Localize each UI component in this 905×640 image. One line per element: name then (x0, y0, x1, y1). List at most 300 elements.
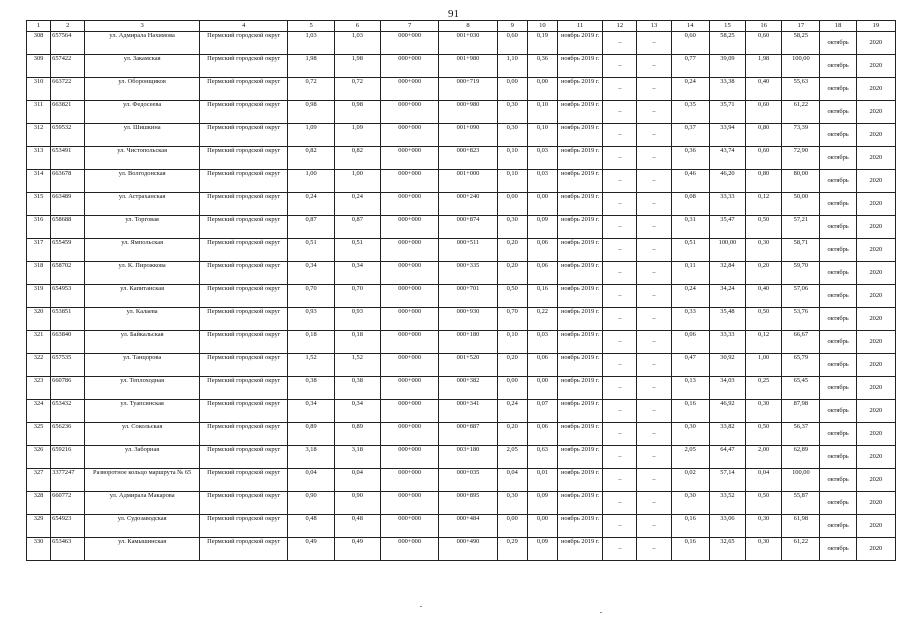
table-cell: 330 (27, 538, 51, 561)
table-cell: Пермский городской округ (199, 55, 288, 78)
table-cell: Пермский городской округ (199, 262, 288, 285)
table-cell: 73,39 (782, 124, 820, 147)
table-cell: 46,92 (709, 400, 745, 423)
table-cell: 0,51 (671, 239, 709, 262)
table-cell: 0,50 (497, 285, 527, 308)
table-cell: ул. Торговая (85, 216, 200, 239)
table-cell: ноябрь 2019 г. (558, 492, 603, 515)
table-cell: 0,72 (334, 78, 380, 101)
table-cell: 000+000 (381, 147, 439, 170)
table-cell: октябрь (820, 193, 856, 216)
table-cell: ул. Адмирала Макарова (85, 492, 200, 515)
table-cell: 0,13 (671, 377, 709, 400)
table-cell: 660772 (51, 492, 85, 515)
table-cell: 658688 (51, 216, 85, 239)
column-header: 3 (85, 21, 200, 32)
table-cell: 0,48 (334, 515, 380, 538)
table-cell: 0,70 (288, 285, 334, 308)
table-cell: 0,00 (497, 515, 527, 538)
table-cell: 309 (27, 55, 51, 78)
table-cell: Разворотное кольцо маршрута № 65 (85, 469, 200, 492)
table-cell: 43,74 (709, 147, 745, 170)
table-row (27, 55, 896, 78)
table-cell: – (637, 446, 671, 469)
table-cell: – (603, 308, 637, 331)
table-cell: 000+000 (381, 124, 439, 147)
table-cell: 0,50 (746, 308, 782, 331)
table-cell: Пермский городской округ (199, 124, 288, 147)
table-cell: 0,16 (527, 285, 557, 308)
table-cell: 0,03 (527, 331, 557, 354)
table-cell: 0,30 (746, 538, 782, 561)
table-cell: ул. Закамская (85, 55, 200, 78)
table-row (27, 170, 896, 193)
table-cell: 0,20 (497, 423, 527, 446)
table-cell: 0,30 (746, 515, 782, 538)
table-cell: – (603, 78, 637, 101)
table-cell: 50,00 (782, 193, 820, 216)
table-cell: – (637, 423, 671, 446)
table-cell: октябрь (820, 515, 856, 538)
table-cell: 0,80 (746, 124, 782, 147)
table-cell: – (637, 147, 671, 170)
table-cell: 0,07 (527, 400, 557, 423)
table-cell: 656236 (51, 423, 85, 446)
table-cell: 308 (27, 32, 51, 55)
table-cell: 000+000 (381, 32, 439, 55)
table-cell: 32,65 (709, 538, 745, 561)
table-cell: Пермский городской округ (199, 32, 288, 55)
table-cell: – (603, 423, 637, 446)
table-cell: 000+484 (439, 515, 497, 538)
table-cell: 2,05 (497, 446, 527, 469)
table-cell: 0,24 (334, 193, 380, 216)
table-cell: 0,30 (497, 492, 527, 515)
column-header: 7 (381, 21, 439, 32)
table-cell: 0,01 (527, 469, 557, 492)
table-cell: ул. Байкальская (85, 331, 200, 354)
table-cell: 0,46 (671, 170, 709, 193)
table-cell: – (637, 354, 671, 377)
table-row (27, 469, 896, 492)
table-cell: 2020 (856, 170, 895, 193)
table-cell: 0,93 (334, 308, 380, 331)
table-cell: 0,34 (288, 400, 334, 423)
table-cell: 659216 (51, 446, 85, 469)
table-cell: 2020 (856, 515, 895, 538)
table-cell: 318 (27, 262, 51, 285)
table-cell: октябрь (820, 170, 856, 193)
table-cell: 2020 (856, 124, 895, 147)
table-cell: – (637, 538, 671, 561)
table-cell: 654923 (51, 515, 85, 538)
table-cell: Пермский городской округ (199, 285, 288, 308)
table-cell: 33,06 (709, 515, 745, 538)
table-cell: 2020 (856, 285, 895, 308)
table-cell: 000+000 (381, 101, 439, 124)
table-cell: Пермский городской округ (199, 469, 288, 492)
table-cell: 0,48 (288, 515, 334, 538)
table-cell: 0,06 (527, 354, 557, 377)
table-cell: 0,20 (497, 239, 527, 262)
table-cell: 000+382 (439, 377, 497, 400)
table-cell: 0,08 (671, 193, 709, 216)
table-cell: 2020 (856, 101, 895, 124)
table-cell: 0,10 (497, 170, 527, 193)
table-cell: 2020 (856, 469, 895, 492)
table-cell: 100,00 (782, 55, 820, 78)
table-cell: ноябрь 2019 г. (558, 170, 603, 193)
table-cell: – (603, 400, 637, 423)
table-cell: ул. Адмирала Нахимова (85, 32, 200, 55)
table-cell: октябрь (820, 124, 856, 147)
table-cell: 33,33 (709, 193, 745, 216)
table-row (27, 423, 896, 446)
table-cell: ноябрь 2019 г. (558, 285, 603, 308)
table-cell: 001+000 (439, 170, 497, 193)
table-cell: Пермский городской округ (199, 216, 288, 239)
table-cell: – (603, 170, 637, 193)
table-cell: 001+090 (439, 124, 497, 147)
table-cell: – (637, 170, 671, 193)
column-header: 8 (439, 21, 497, 32)
table-cell: ноябрь 2019 г. (558, 78, 603, 101)
table-cell: 0,60 (497, 32, 527, 55)
table-cell: 0,20 (497, 354, 527, 377)
table-cell: 2020 (856, 78, 895, 101)
table-cell: 000+000 (381, 400, 439, 423)
table-cell: Пермский городской округ (199, 400, 288, 423)
table-cell: 655459 (51, 239, 85, 262)
table-cell: 0,87 (288, 216, 334, 239)
table-cell: – (637, 469, 671, 492)
table-cell: 33,94 (709, 124, 745, 147)
table-cell: октябрь (820, 285, 856, 308)
table-row (27, 515, 896, 538)
table-cell: 325 (27, 423, 51, 446)
table-cell: Пермский городской округ (199, 147, 288, 170)
table-cell: 46,20 (709, 170, 745, 193)
table-cell: 2020 (856, 262, 895, 285)
table-cell: 72,90 (782, 147, 820, 170)
table-cell: 0,38 (334, 377, 380, 400)
table-cell: 0,30 (671, 492, 709, 515)
table-cell: 0,00 (527, 78, 557, 101)
table-cell: ул. Теплоходная (85, 377, 200, 400)
table-cell: 000+000 (381, 262, 439, 285)
table-cell: 317 (27, 239, 51, 262)
table-cell: 0,19 (527, 32, 557, 55)
table-cell: октябрь (820, 308, 856, 331)
column-header: 10 (527, 21, 557, 32)
table-cell: 001+030 (439, 32, 497, 55)
table-cell: Пермский городской округ (199, 239, 288, 262)
table-cell: 000+000 (381, 216, 439, 239)
table-cell: 314 (27, 170, 51, 193)
table-cell: 0,06 (527, 423, 557, 446)
table-row (27, 124, 896, 147)
table-cell: ул. Сокольская (85, 423, 200, 446)
table-cell: 654953 (51, 285, 85, 308)
table-cell: 000+000 (381, 492, 439, 515)
table-cell: 310 (27, 78, 51, 101)
table-cell: 0,34 (288, 262, 334, 285)
table-cell: – (637, 331, 671, 354)
table-cell: октябрь (820, 216, 856, 239)
table-cell: 663840 (51, 331, 85, 354)
table-cell: 000+874 (439, 216, 497, 239)
table-cell: Пермский городской округ (199, 331, 288, 354)
table-cell: 0,30 (497, 216, 527, 239)
table-cell: 0,09 (527, 216, 557, 239)
table-cell: ноябрь 2019 г. (558, 331, 603, 354)
table-cell: 653851 (51, 308, 85, 331)
table-cell: 0,51 (288, 239, 334, 262)
column-header: 1 (27, 21, 51, 32)
table-cell: 65,45 (782, 377, 820, 400)
table-cell: 0,49 (334, 538, 380, 561)
table-cell: 323 (27, 377, 51, 400)
table-cell: 663678 (51, 170, 85, 193)
table-cell: 328 (27, 492, 51, 515)
table-cell: ул. Туапсинская (85, 400, 200, 423)
table-cell: – (603, 193, 637, 216)
table-cell: Пермский городской округ (199, 446, 288, 469)
table-cell: 2020 (856, 400, 895, 423)
table-cell: октябрь (820, 331, 856, 354)
table-cell: 0,24 (497, 400, 527, 423)
table-cell: 000+335 (439, 262, 497, 285)
table-cell: 2020 (856, 147, 895, 170)
table-cell: 2,05 (671, 446, 709, 469)
table-cell: 58,25 (782, 32, 820, 55)
table-cell: 0,87 (334, 216, 380, 239)
table-cell: 2020 (856, 239, 895, 262)
table-cell: – (603, 124, 637, 147)
table-cell: ноябрь 2019 г. (558, 147, 603, 170)
table-cell: октябрь (820, 262, 856, 285)
table-cell: ноябрь 2019 г. (558, 216, 603, 239)
table-cell: 000+000 (381, 446, 439, 469)
table-cell: 0,70 (334, 285, 380, 308)
table-cell: 0,47 (671, 354, 709, 377)
table-cell: 2020 (856, 193, 895, 216)
table-cell: ноябрь 2019 г. (558, 538, 603, 561)
table-cell: 1,52 (334, 354, 380, 377)
table-cell: октябрь (820, 147, 856, 170)
table-cell: 003+180 (439, 446, 497, 469)
table-cell: – (637, 377, 671, 400)
table-cell: 0,16 (671, 515, 709, 538)
table-cell: 2020 (856, 538, 895, 561)
table-row (27, 354, 896, 377)
table-cell: 80,00 (782, 170, 820, 193)
table-cell: 000+701 (439, 285, 497, 308)
table-cell: ноябрь 2019 г. (558, 239, 603, 262)
table-cell: 0,10 (527, 101, 557, 124)
column-header: 6 (334, 21, 380, 32)
table-cell: – (637, 55, 671, 78)
table-cell: 57,14 (709, 469, 745, 492)
table-cell: 1,98 (288, 55, 334, 78)
table-cell: 000+000 (381, 469, 439, 492)
table-cell: 39,09 (709, 55, 745, 78)
table-cell: – (637, 239, 671, 262)
table-row (27, 32, 896, 55)
table-cell: – (637, 193, 671, 216)
table-cell: 2,00 (746, 446, 782, 469)
table-cell: 000+000 (381, 285, 439, 308)
table-cell: 0,12 (746, 331, 782, 354)
table-cell: Пермский городской округ (199, 193, 288, 216)
table-cell: – (637, 101, 671, 124)
table-cell: 0,04 (288, 469, 334, 492)
table-cell: 0,06 (671, 331, 709, 354)
table-cell: 0,89 (334, 423, 380, 446)
table-row (27, 308, 896, 331)
table-row (27, 446, 896, 469)
table-row (27, 239, 896, 262)
table-cell: октябрь (820, 32, 856, 55)
table-cell: Пермский городской округ (199, 354, 288, 377)
table-cell: 000+000 (381, 331, 439, 354)
table-cell: 000+240 (439, 193, 497, 216)
column-header: 18 (820, 21, 856, 32)
table-cell: 0,16 (671, 538, 709, 561)
table-cell: – (637, 32, 671, 55)
table-cell: 1,98 (334, 55, 380, 78)
road-registry-table (26, 20, 896, 561)
table-cell: 0,34 (334, 400, 380, 423)
table-cell: 0,34 (334, 262, 380, 285)
table-cell: 2020 (856, 32, 895, 55)
table-cell: 660786 (51, 377, 85, 400)
table-cell: – (603, 446, 637, 469)
table-cell: – (603, 101, 637, 124)
column-header: 4 (199, 21, 288, 32)
table-cell: – (603, 377, 637, 400)
table-cell: 1,98 (746, 55, 782, 78)
scan-speck (420, 606, 422, 607)
column-header: 13 (637, 21, 671, 32)
table-cell: ул. Чистопольская (85, 147, 200, 170)
table-cell: 34,03 (709, 377, 745, 400)
table-cell: – (637, 400, 671, 423)
table-row (27, 492, 896, 515)
table-row (27, 216, 896, 239)
table-cell: 000+000 (381, 423, 439, 446)
table-cell: 33,82 (709, 423, 745, 446)
table-cell: 0,90 (288, 492, 334, 515)
table-cell: 0,60 (671, 32, 709, 55)
table-cell: 2020 (856, 423, 895, 446)
table-row (27, 78, 896, 101)
table-cell: 319 (27, 285, 51, 308)
table-cell: 2020 (856, 446, 895, 469)
table-cell: ноябрь 2019 г. (558, 32, 603, 55)
table-cell: 0,40 (746, 285, 782, 308)
table-cell: 000+719 (439, 78, 497, 101)
table-cell: – (603, 262, 637, 285)
table-cell: 0,30 (497, 124, 527, 147)
table-row (27, 147, 896, 170)
table-cell: октябрь (820, 538, 856, 561)
table-cell: 58,71 (782, 239, 820, 262)
table-cell: 000+000 (381, 170, 439, 193)
table-cell: – (603, 538, 637, 561)
table-cell: 657535 (51, 354, 85, 377)
table-cell: 000+930 (439, 308, 497, 331)
table-cell: 0,24 (288, 193, 334, 216)
table-cell: 53,76 (782, 308, 820, 331)
table-cell: 0,10 (527, 124, 557, 147)
table-cell: октябрь (820, 446, 856, 469)
table-cell: ноябрь 2019 г. (558, 262, 603, 285)
table-cell: ноябрь 2019 г. (558, 193, 603, 216)
table-cell: 663722 (51, 78, 85, 101)
table-cell: 000+000 (381, 515, 439, 538)
table-row (27, 101, 896, 124)
table-cell: ул. Капитанская (85, 285, 200, 308)
table-cell: 657422 (51, 55, 85, 78)
table-cell: 1,00 (334, 170, 380, 193)
table-cell: 0,11 (671, 262, 709, 285)
table-cell: 315 (27, 193, 51, 216)
column-header: 5 (288, 21, 334, 32)
table-cell: – (603, 147, 637, 170)
table-cell: 000+823 (439, 147, 497, 170)
table-cell: 0,36 (671, 147, 709, 170)
table-cell: 56,37 (782, 423, 820, 446)
table-cell: Пермский городской округ (199, 308, 288, 331)
table-cell: 000+341 (439, 400, 497, 423)
table-cell: 35,71 (709, 101, 745, 124)
table-cell: 0,82 (288, 147, 334, 170)
table-row (27, 331, 896, 354)
table-cell: 0,22 (527, 308, 557, 331)
table-cell: 0,72 (288, 78, 334, 101)
table-row (27, 193, 896, 216)
table-cell: 3,18 (334, 446, 380, 469)
table-cell: ул. Волгодонская (85, 170, 200, 193)
table-cell: 1,00 (746, 354, 782, 377)
table-cell: 327 (27, 469, 51, 492)
table-cell: 87,98 (782, 400, 820, 423)
table-cell: 35,47 (709, 216, 745, 239)
table-cell: 58,25 (709, 32, 745, 55)
table-cell: 0,98 (288, 101, 334, 124)
table-cell: 1,10 (497, 55, 527, 78)
table-cell: 30,92 (709, 354, 745, 377)
table-cell: ноябрь 2019 г. (558, 400, 603, 423)
table-cell: октябрь (820, 377, 856, 400)
table-cell: 1,09 (288, 124, 334, 147)
table-cell: 0,98 (334, 101, 380, 124)
table-cell: 33,38 (709, 78, 745, 101)
table-cell: ул. К. Пирожкова (85, 262, 200, 285)
table-cell: 3,18 (288, 446, 334, 469)
table-cell: 2020 (856, 492, 895, 515)
table-cell: 0,50 (746, 216, 782, 239)
table-row (27, 377, 896, 400)
table-cell: – (603, 515, 637, 538)
table-cell: 653491 (51, 147, 85, 170)
table-cell: 0,33 (671, 308, 709, 331)
table-cell: ул. Камышинская (85, 538, 200, 561)
table-cell: ул. Федосеева (85, 101, 200, 124)
table-cell: 61,22 (782, 538, 820, 561)
table-cell: ноябрь 2019 г. (558, 308, 603, 331)
